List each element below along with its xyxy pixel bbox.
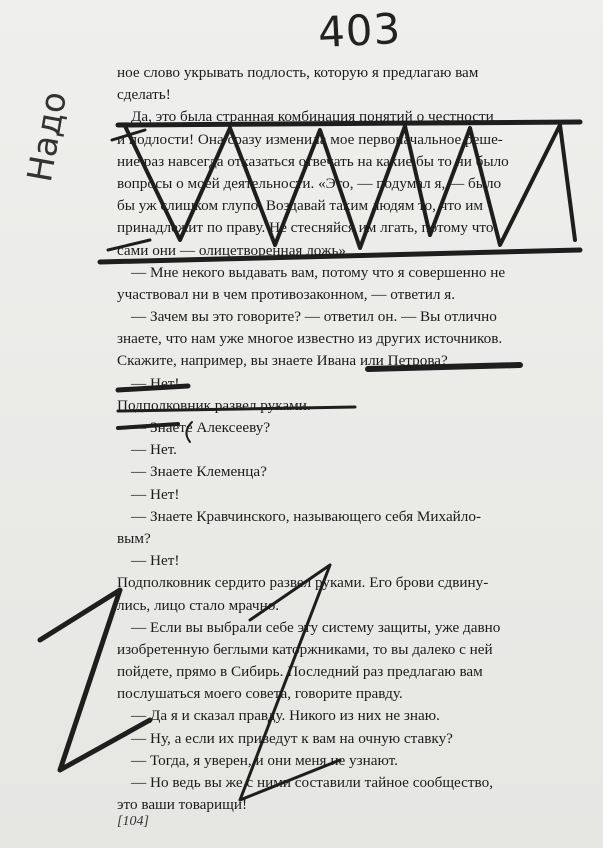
text-line: — Если вы выбрали себе эту систему защиты, уже давно [131, 618, 501, 636]
text-line: — Тогда, я уверен, и они меня не узнают. [131, 751, 398, 769]
text-line: — Нет! [131, 485, 180, 503]
printed-page-number: [104] [117, 814, 149, 829]
text-line: — Да я и сказал правду. Никого из них не знаю. [131, 707, 440, 725]
text-line: вопросы о моей деятельности. «Это, — подумал я, — было [117, 174, 502, 192]
text-line: пойдете, прямо в Сибирь. Последний раз предлагаю вам [117, 663, 483, 681]
text-line: Подполковник развел руками. [117, 396, 311, 414]
text-line: — Но ведь вы же с ними составили тайное сообщество, [131, 774, 494, 791]
body-text [117, 62, 579, 816]
text-line: изобретенную беглыми каторжниками, то вы далеко с ней [117, 640, 493, 658]
handwritten-page-number: 403 [316, 3, 403, 58]
handwritten-margin-note: Надо [20, 88, 76, 185]
text-line: сами они — олицетворенная ложь». [117, 241, 350, 259]
text-line: сделать! [117, 86, 171, 104]
text-line: — Знаете Алексееву? [131, 419, 271, 436]
text-line: участвовал ни в чем противозаконном, — ответил я. [117, 285, 456, 303]
text-line: знаете, что нам уже многое известно из других источников. [117, 330, 503, 348]
text-line: принадлежит по праву. Не стесняйся им лгать, потому что [117, 219, 494, 237]
text-line: и подлости! Она сразу изменила мое первоначальное реше- [117, 130, 503, 148]
text-line: — Знаете Кравчинского, называющего себя Михайло- [131, 507, 482, 525]
text-line: Подполковник сердито развел руками. Его брови сдвину- [117, 574, 489, 592]
text-line: это ваши товарищи! [117, 796, 248, 814]
text-line: — Ну, а если их приведут к вам на очную ставку? [131, 729, 453, 747]
text-line: — Нет! [131, 374, 180, 392]
text-line: Скажите, например, вы знаете Ивана или Петрова? [117, 352, 448, 370]
text-line: ние раз навсегда отказаться отвечать на какие бы то ни было [117, 152, 509, 170]
text-line: — Нет. [131, 441, 177, 459]
text-line: бы уж слишком глупо. Воздавай таким людям то, что им [117, 197, 483, 215]
text-line: вым? [117, 529, 151, 547]
text-line: — Мне некого выдавать вам, потому что я совершенно не [131, 263, 506, 281]
text-line: послушаться моего совета, говорите правду. [117, 685, 403, 703]
text-line: — Зачем вы это говорите? — ответил он. — Вы отлично [131, 308, 497, 326]
text-line: Да, это была странная комбинация понятий о честности [131, 108, 494, 126]
text-line: — Знаете Клеменца? [131, 463, 267, 481]
text-line: — Нет! [131, 552, 180, 570]
text-line: лись, лицо стало мрачно. [117, 596, 280, 614]
text-line: ное слово укрывать подлость, которую я предлагаю вам [117, 64, 479, 81]
